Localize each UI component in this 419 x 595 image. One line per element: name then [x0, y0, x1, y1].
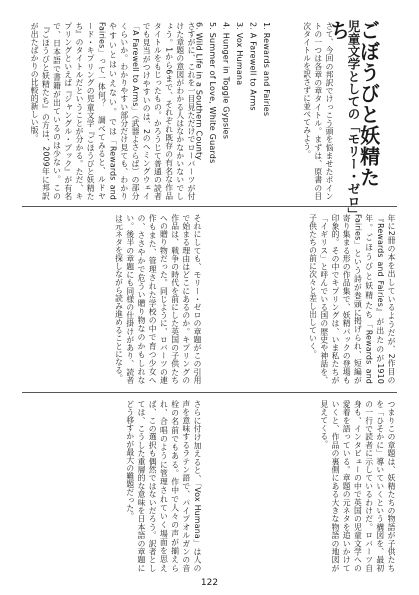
chapter-title-item: 5. Summer of Love, White Guards [208, 22, 217, 164]
body-text-middle-left: それにしても、モリー・ゼロの章題がこの引用で始まる理由はどこにあるのか。キプリングの作品は、戦争の時代を前にした英国の子供たちへの贈り物だった。同じように、ロバーツの連作もまた、管理された学校の中で育つ少女への、ささやかで危うい贈り物なのかもしれない。後半の章題にも同様の仕掛けがあり、読者は元ネタを探しながら読み進めることになる。 [114, 214, 202, 384]
article-title: ごぼうびと妖精たち [326, 20, 381, 188]
chapter-title-item: 3. Vox Humana [235, 22, 244, 86]
page-number: 122 [200, 578, 219, 588]
chapter-title-item: 4. Hunger in Toggle Gypsies [221, 22, 231, 140]
body-text-bottom-left: さらに付け加えると、「Vox Humana」は人の声を意味するラテン語で、パイプオルガンの音栓の名前でもある。作中で人々の声が揃えられ、合唱のように管理されていく場面を思えば、この選択も偶然ではないだろう。訳者としては、こうした重層的な意味を日本語の章題にどう移すかが最大の難題だった。 [125, 400, 202, 572]
column-divider [22, 206, 397, 207]
chapter-title-list [194, 22, 273, 200]
chapter-title-item: 6. Wild Life in a Southern County [194, 22, 204, 161]
body-text-middle-right: 年に2冊の本を出しているようだが、2作目の『Rewards and Fairies』が出たのが1910年。ごほうびと妖精たち「Rewards and Fairies」という詩が巻頭に掲げられ、短編が寄り集まる形の作品集で、妖精パックの登場も印象的。その中でキプリングは、いま私たちが「イギリス」と呼んでいる国の歴史や神話を、子供たちの前に次々と差し出していく。 [308, 214, 396, 384]
body-text-top-left: さすがに、これを一目見ただけでローバーツが付けた章題の意図がわかる人はなかなかいないでしょう。1から6まで、それぞれ既存の有名な作品タイトルをもじったもの。かろうじて普通の読者でも見当がつけやすいのは、2のヘミングウェイ「A Farewell to Arms」（武器よさらば）の部分くらいか。わかりやすい部分だけ見ても、わかりやすいとはいえない。では「Rewards and Fairies」って一体何？ 調べてみると、ルドヤード・キプリングの児童文学『ごほうびと妖精たち』のタイトルだということが分かる。ただ、キプリングといえば『ジャングル・ブック』が有名で、日本語で書籍が出ているのは少ない。この『ごほうびと妖精たち』の方は、2009年に邦訳が出たばかりの比較的新しい版。 [30, 22, 196, 200]
intro-paragraph: さて、今回の邦訳でけっこう頭を悩ませたポイントの一つは各章の章タイトル。まずは、原書の目次タイトルを訳さずに並べてみよう。 [302, 22, 334, 200]
column-divider [22, 392, 397, 393]
article-subtitle: 児童文学としての「モリー・ゼロ」 [346, 20, 361, 220]
chapter-title-item: 1. Rewards and Fairies [262, 22, 271, 117]
chapter-title-item: 2. A Farewell to Arms [248, 22, 258, 111]
body-text-bottom-right: つまりこの章題は、妖精たちの物語が子供たちを「ひそかに」導いていくという構図を、最初の一行で読者に示しているわけだ。ロバーツ自身も、インタビューの中で英国の児童文学への愛着を語っている。章題の元ネタを追いかけていくと、作品の裏側にある大きな物語の地図が見えてくる。 [319, 400, 396, 572]
